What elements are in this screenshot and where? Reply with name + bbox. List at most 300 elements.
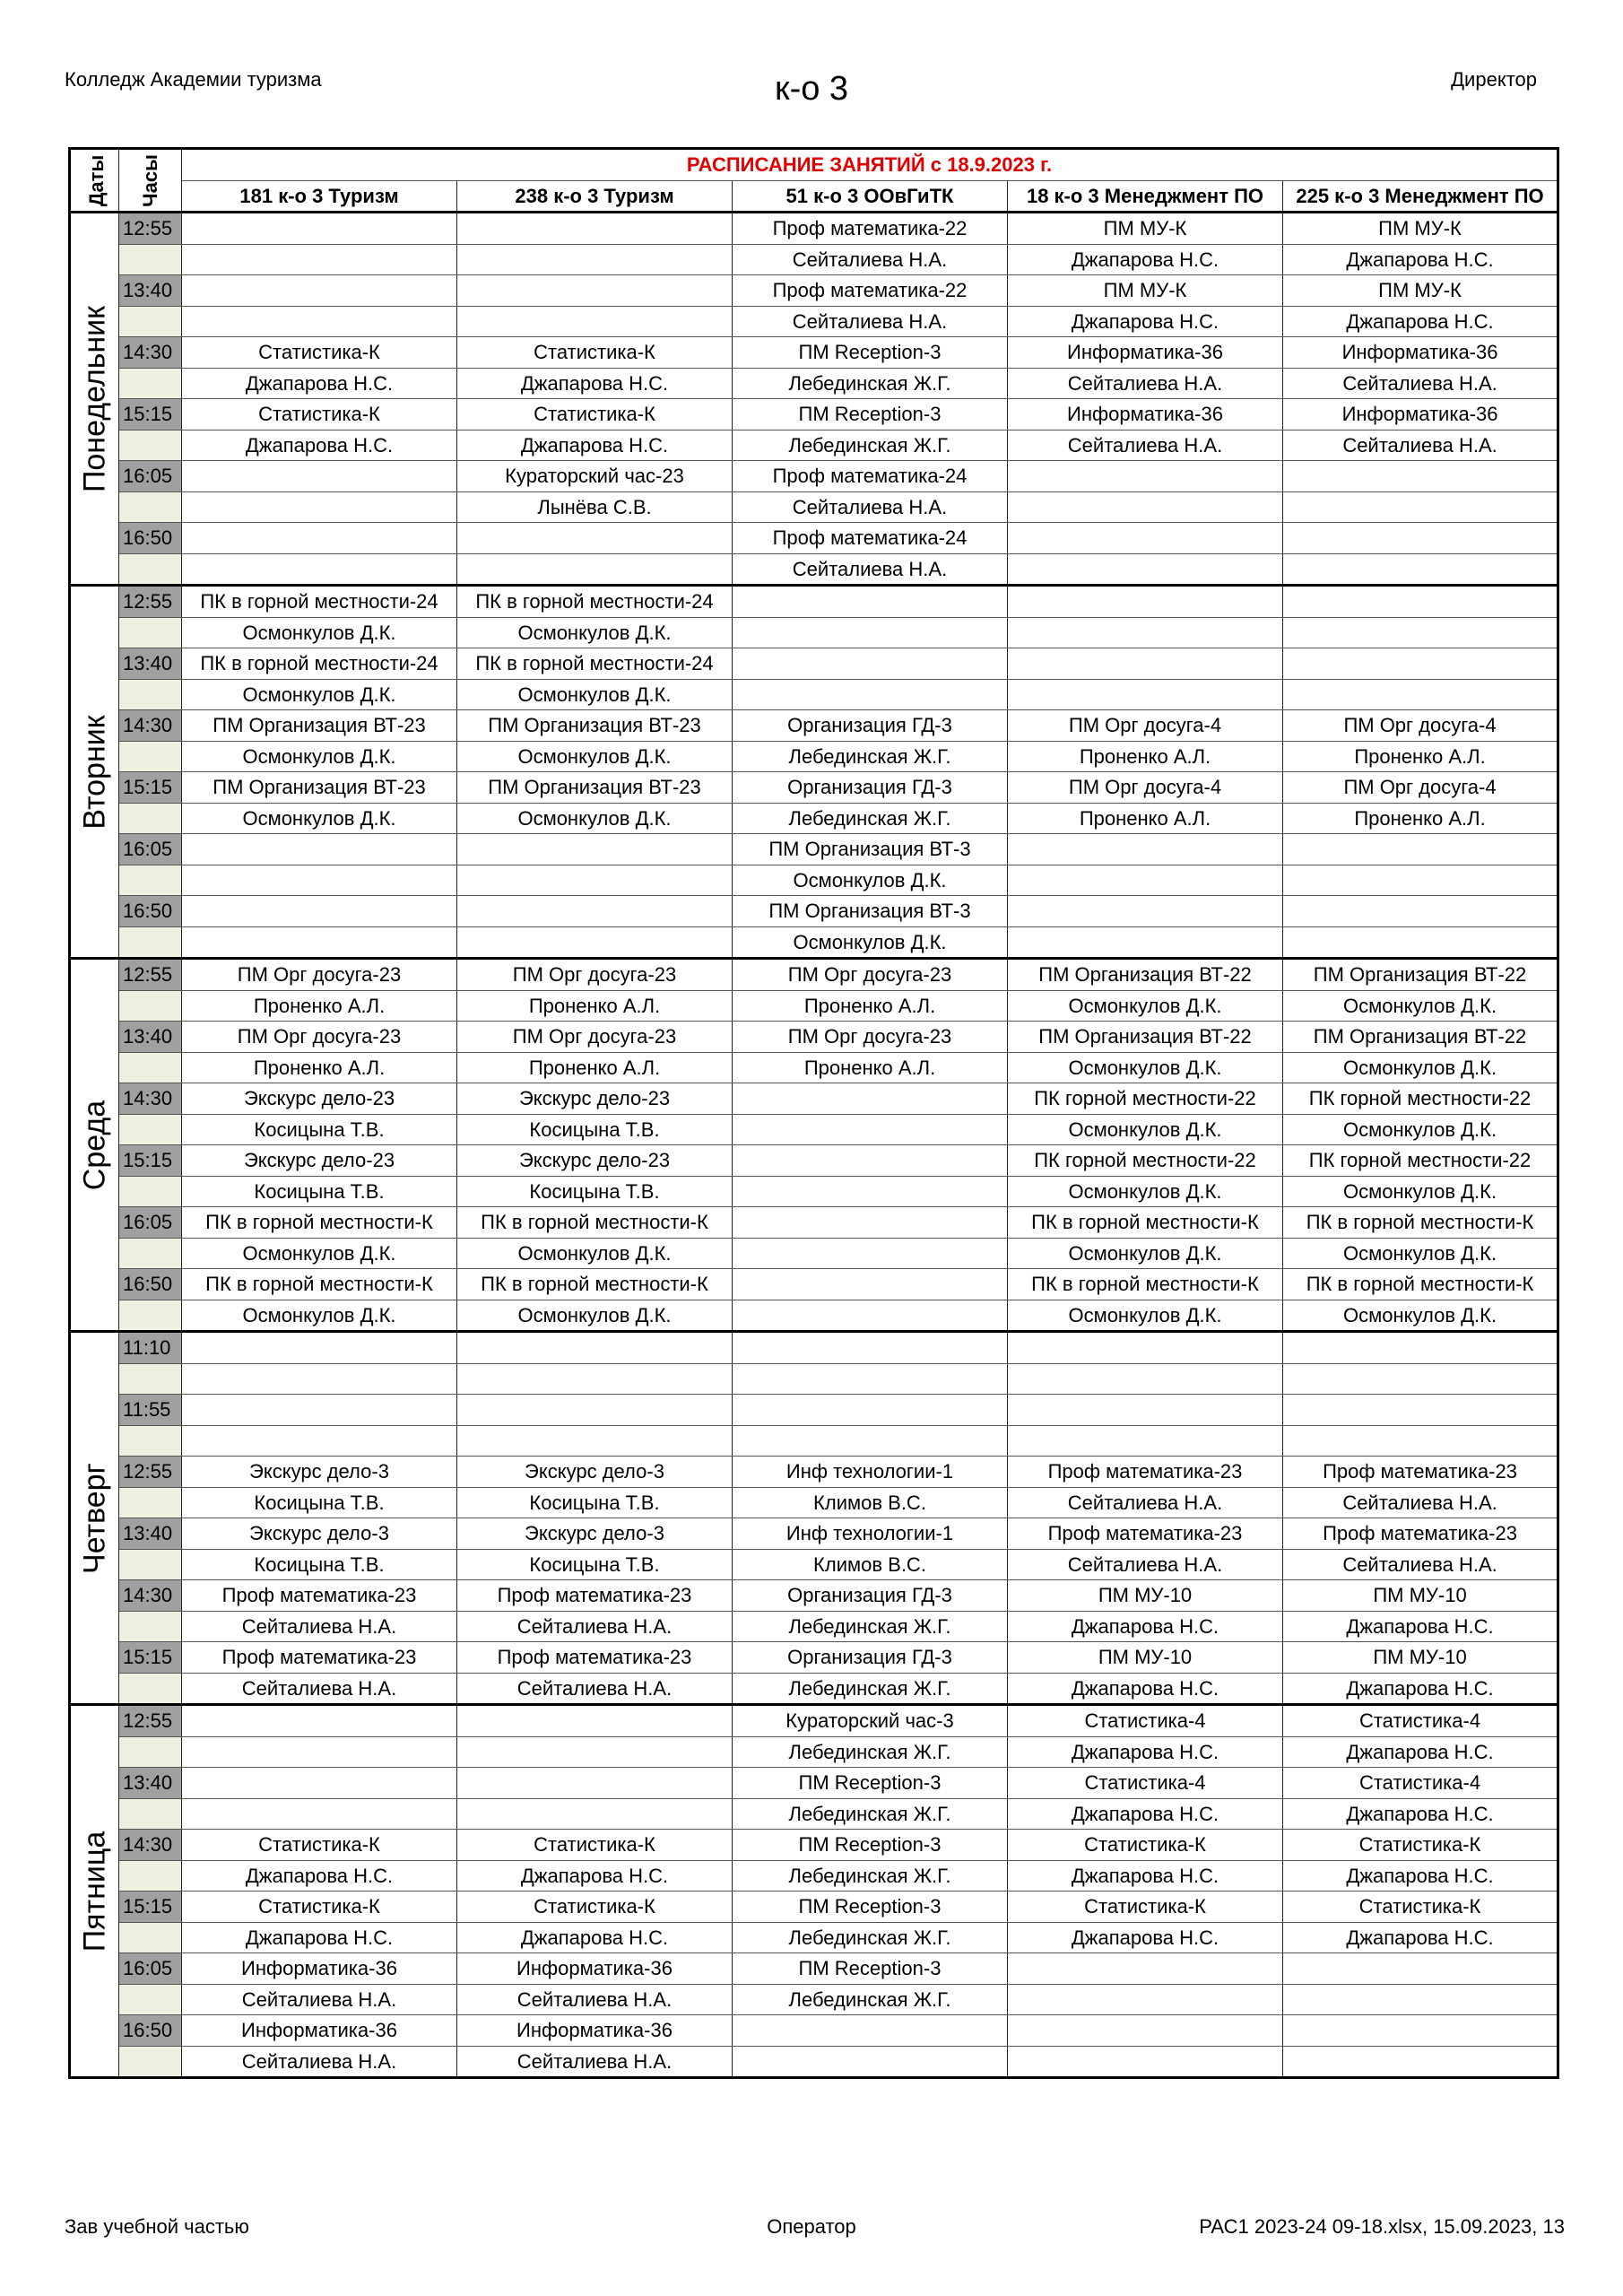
time-cell-empty bbox=[119, 244, 182, 275]
teacher-cell bbox=[182, 865, 457, 896]
teacher-cell: Проненко А.Л. bbox=[733, 1052, 1008, 1083]
teacher-cell: Джапарова Н.С. bbox=[1008, 1798, 1283, 1830]
teacher-cell bbox=[1008, 1363, 1283, 1395]
subject-cell: ПК в горной местности-К bbox=[1008, 1207, 1283, 1239]
subject-cell: Информатика-36 bbox=[1008, 399, 1283, 430]
schedule-row bbox=[70, 1705, 1558, 1737]
teacher-cell: Сейталиева Н.А. bbox=[1283, 1549, 1558, 1580]
time-cell: 13:40 bbox=[119, 275, 182, 307]
subject-cell bbox=[1283, 586, 1558, 618]
time-cell: 16:50 bbox=[119, 1269, 182, 1300]
subject-cell bbox=[733, 1207, 1008, 1239]
subject-cell: Статистика-4 bbox=[1008, 1768, 1283, 1799]
subject-cell: Организация ГД-3 bbox=[733, 1642, 1008, 1674]
subject-cell bbox=[1008, 896, 1283, 927]
time-cell: 15:15 bbox=[119, 399, 182, 430]
subject-cell: ПК в горной местности-К bbox=[182, 1269, 457, 1300]
subject-cell bbox=[1008, 1332, 1283, 1364]
subject-cell: Организация ГД-3 bbox=[733, 710, 1008, 742]
teacher-cell: Сейталиева Н.А. bbox=[457, 2046, 733, 2078]
teacher-cell: Проненко А.Л. bbox=[182, 1052, 457, 1083]
schedule-row bbox=[70, 1300, 1558, 1332]
time-cell: 14:30 bbox=[119, 1083, 182, 1115]
subject-cell bbox=[1283, 1953, 1558, 1985]
teacher-cell: Джапарова Н.С. bbox=[1008, 1673, 1283, 1705]
subject-cell: ПМ Организация ВТ-3 bbox=[733, 834, 1008, 865]
time-cell-empty bbox=[119, 1984, 182, 2015]
time-cell-empty bbox=[119, 1114, 182, 1145]
teacher-cell bbox=[182, 244, 457, 275]
teacher-cell: Джапарова Н.С. bbox=[457, 368, 733, 399]
time-cell: 11:10 bbox=[119, 1332, 182, 1364]
teacher-cell bbox=[457, 244, 733, 275]
schedule-row bbox=[70, 306, 1558, 337]
teacher-cell: Проненко А.Л. bbox=[1283, 741, 1558, 772]
time-cell: 14:30 bbox=[119, 337, 182, 369]
group-header: 225 к-о 3 Менеджмент ПО bbox=[1283, 180, 1558, 213]
subject-cell bbox=[733, 648, 1008, 680]
schedule-row bbox=[70, 1518, 1558, 1550]
teacher-cell: Лынёва С.В. bbox=[457, 491, 733, 523]
schedule-row bbox=[70, 1083, 1558, 1115]
schedule-row bbox=[70, 648, 1558, 680]
subject-cell bbox=[457, 896, 733, 927]
subject-cell: ПК горной местности-22 bbox=[1008, 1145, 1283, 1177]
teacher-cell: Климов В.С. bbox=[733, 1549, 1008, 1580]
teacher-cell bbox=[1008, 2046, 1283, 2078]
subject-cell: ПМ Reception-3 bbox=[733, 1953, 1008, 1985]
subject-cell: Статистика-К bbox=[457, 1830, 733, 1861]
teacher-cell bbox=[182, 491, 457, 523]
schedule-row bbox=[70, 275, 1558, 307]
time-cell-empty bbox=[119, 430, 182, 461]
teacher-cell bbox=[733, 1114, 1008, 1145]
time-cell: 15:15 bbox=[119, 1642, 182, 1674]
teacher-cell bbox=[1283, 1363, 1558, 1395]
subject-cell: Статистика-4 bbox=[1283, 1705, 1558, 1737]
day-name: Четверг bbox=[77, 1462, 111, 1574]
teacher-cell bbox=[1008, 926, 1283, 959]
subject-cell: Кураторский час-3 bbox=[733, 1705, 1008, 1737]
teacher-cell: Джапарова Н.С. bbox=[1008, 1611, 1283, 1642]
subject-cell: Инф технологии-1 bbox=[733, 1457, 1008, 1488]
time-cell: 14:30 bbox=[119, 1580, 182, 1612]
subject-cell bbox=[182, 275, 457, 307]
schedule-row bbox=[70, 368, 1558, 399]
teacher-cell: Джапарова Н.С. bbox=[1283, 1736, 1558, 1768]
subject-cell bbox=[733, 2015, 1008, 2047]
group-header: 51 к-о 3 ООвГиТК bbox=[733, 180, 1008, 213]
teacher-cell: Проненко А.Л. bbox=[1008, 803, 1283, 834]
teacher-cell: Проненко А.Л. bbox=[182, 990, 457, 1022]
subject-cell: ПМ Орг досуга-4 bbox=[1283, 710, 1558, 742]
subject-cell: Информатика-36 bbox=[457, 2015, 733, 2047]
teacher-cell bbox=[182, 926, 457, 959]
teacher-cell: Осмонкулов Д.К. bbox=[1008, 1300, 1283, 1332]
subject-cell: ПК в горной местности-К bbox=[1008, 1269, 1283, 1300]
subject-cell bbox=[733, 1083, 1008, 1115]
schedule-row bbox=[70, 1052, 1558, 1083]
day-name: Вторник bbox=[77, 714, 111, 830]
subject-cell: ПК в горной местности-К bbox=[1283, 1207, 1558, 1239]
teacher-cell: Проненко А.Л. bbox=[457, 990, 733, 1022]
subject-cell: ПМ Организация ВТ-3 bbox=[733, 896, 1008, 927]
teacher-cell bbox=[1283, 2046, 1558, 2078]
subject-cell: ПК в горной местности-24 bbox=[182, 586, 457, 618]
subject-cell bbox=[1008, 2015, 1283, 2047]
subject-cell bbox=[733, 1269, 1008, 1300]
teacher-cell: Джапарова Н.С. bbox=[457, 1860, 733, 1892]
subject-cell bbox=[1008, 1953, 1283, 1985]
time-cell: 16:05 bbox=[119, 1207, 182, 1239]
teacher-cell: Осмонкулов Д.К. bbox=[457, 803, 733, 834]
teacher-cell: Сейталиева Н.А. bbox=[1283, 1487, 1558, 1518]
teacher-cell bbox=[1283, 926, 1558, 959]
teacher-cell: Сейталиева Н.А. bbox=[733, 244, 1008, 275]
schedule-row bbox=[70, 1953, 1558, 1985]
time-cell-empty bbox=[119, 926, 182, 959]
teacher-cell: Лебединская Ж.Г. bbox=[733, 1736, 1008, 1768]
teacher-cell bbox=[1008, 1984, 1283, 2015]
subject-cell: ПМ МУ-К bbox=[1283, 213, 1558, 245]
teacher-cell bbox=[182, 1736, 457, 1768]
teacher-cell bbox=[457, 1798, 733, 1830]
subject-cell: Организация ГД-3 bbox=[733, 772, 1008, 804]
teacher-cell: Лебединская Ж.Г. bbox=[733, 1611, 1008, 1642]
teacher-cell bbox=[1008, 1425, 1283, 1457]
teacher-cell bbox=[182, 306, 457, 337]
subject-cell: ПМ МУ-10 bbox=[1283, 1580, 1558, 1612]
teacher-cell: Проненко А.Л. bbox=[1283, 803, 1558, 834]
time-cell: 16:05 bbox=[119, 461, 182, 492]
college-name: Колледж Академии туризма bbox=[65, 68, 322, 91]
time-cell-empty bbox=[119, 1860, 182, 1892]
teacher-cell: Сейталиева Н.А. bbox=[1008, 1549, 1283, 1580]
schedule-row bbox=[70, 1114, 1558, 1145]
subject-cell: Статистика-К bbox=[1283, 1830, 1558, 1861]
teacher-cell: Сейталиева Н.А. bbox=[1008, 1487, 1283, 1518]
subject-cell bbox=[733, 1145, 1008, 1177]
time-cell-empty bbox=[119, 679, 182, 710]
subject-cell: Статистика-К bbox=[457, 399, 733, 430]
subject-cell: ПК в горной местности-К bbox=[182, 1207, 457, 1239]
subject-cell: ПМ Организация ВТ-23 bbox=[457, 710, 733, 742]
teacher-cell bbox=[733, 1425, 1008, 1457]
teacher-cell bbox=[182, 553, 457, 586]
time-cell-empty bbox=[119, 491, 182, 523]
teacher-cell bbox=[1008, 617, 1283, 648]
teacher-cell: Лебединская Ж.Г. bbox=[733, 1673, 1008, 1705]
subject-cell: Экскурс дело-23 bbox=[182, 1145, 457, 1177]
subject-cell bbox=[733, 1332, 1008, 1364]
teacher-cell bbox=[1283, 553, 1558, 586]
teacher-cell bbox=[1008, 865, 1283, 896]
teacher-cell: Косицына Т.В. bbox=[457, 1487, 733, 1518]
time-cell-empty bbox=[119, 1300, 182, 1332]
time-cell: 15:15 bbox=[119, 1145, 182, 1177]
schedule-row bbox=[70, 1395, 1558, 1426]
schedule-row bbox=[70, 1549, 1558, 1580]
dates-header: Даты bbox=[70, 149, 119, 213]
day-cell bbox=[70, 959, 119, 1332]
teacher-cell bbox=[1008, 679, 1283, 710]
subject-cell: ПК в горной местности-24 bbox=[457, 648, 733, 680]
schedule-row bbox=[70, 1269, 1558, 1300]
subject-cell: ПМ Организация ВТ-22 bbox=[1283, 959, 1558, 991]
teacher-cell: Сейталиева Н.А. bbox=[182, 1984, 457, 2015]
subject-cell: Проф математика-22 bbox=[733, 275, 1008, 307]
teacher-cell: Осмонкулов Д.К. bbox=[1283, 1238, 1558, 1269]
time-cell: 13:40 bbox=[119, 1022, 182, 1053]
schedule-row bbox=[70, 1425, 1558, 1457]
subject-cell: Статистика-К bbox=[182, 1892, 457, 1923]
schedule-row bbox=[70, 1363, 1558, 1395]
schedule-row bbox=[70, 2015, 1558, 2047]
subject-cell: Информатика-36 bbox=[1283, 337, 1558, 369]
time-cell: 15:15 bbox=[119, 1892, 182, 1923]
subject-cell: ПМ МУ-К bbox=[1008, 275, 1283, 307]
subject-cell: ПМ Орг досуга-4 bbox=[1008, 710, 1283, 742]
subject-cell: Информатика-36 bbox=[1008, 337, 1283, 369]
schedule-row bbox=[70, 926, 1558, 959]
teacher-cell: Проненко А.Л. bbox=[1008, 741, 1283, 772]
subject-cell: Проф математика-23 bbox=[457, 1642, 733, 1674]
schedule-row bbox=[70, 1736, 1558, 1768]
subject-cell: Статистика-4 bbox=[1008, 1705, 1283, 1737]
teacher-cell bbox=[733, 1300, 1008, 1332]
schedule-row bbox=[70, 1798, 1558, 1830]
time-cell-empty bbox=[119, 1549, 182, 1580]
subject-cell bbox=[182, 523, 457, 554]
teacher-cell: Джапарова Н.С. bbox=[1008, 306, 1283, 337]
building-title: к-о 3 bbox=[774, 70, 849, 108]
schedule-row bbox=[70, 865, 1558, 896]
teacher-cell bbox=[1008, 491, 1283, 523]
teacher-cell bbox=[457, 306, 733, 337]
deputy-label: Зав учебной частью bbox=[65, 2215, 249, 2238]
time-cell-empty bbox=[119, 990, 182, 1022]
time-cell-empty bbox=[119, 803, 182, 834]
teacher-cell: Осмонкулов Д.К. bbox=[182, 679, 457, 710]
schedule-row bbox=[70, 1892, 1558, 1923]
teacher-cell: Джапарова Н.С. bbox=[1283, 1798, 1558, 1830]
time-cell-empty bbox=[119, 306, 182, 337]
schedule-row bbox=[70, 679, 1558, 710]
time-cell: 16:50 bbox=[119, 523, 182, 554]
teacher-cell: Сейталиева Н.А. bbox=[733, 491, 1008, 523]
time-cell: 16:05 bbox=[119, 834, 182, 865]
subject-cell bbox=[1008, 834, 1283, 865]
schedule-row bbox=[70, 1922, 1558, 1953]
teacher-cell: Сейталиева Н.А. bbox=[733, 553, 1008, 586]
schedule-row bbox=[70, 461, 1558, 492]
subject-cell bbox=[457, 834, 733, 865]
time-cell: 12:55 bbox=[119, 959, 182, 991]
schedule-row bbox=[70, 772, 1558, 804]
teacher-cell: Осмонкулов Д.К. bbox=[457, 1238, 733, 1269]
teacher-cell: Сейталиева Н.А. bbox=[457, 1984, 733, 2015]
subject-cell: ПК горной местности-22 bbox=[1008, 1083, 1283, 1115]
subject-cell: Информатика-36 bbox=[182, 1953, 457, 1985]
teacher-cell: Осмонкулов Д.К. bbox=[457, 1300, 733, 1332]
subject-cell: ПМ Организация ВТ-23 bbox=[457, 772, 733, 804]
teacher-cell bbox=[457, 1363, 733, 1395]
teacher-cell bbox=[733, 1363, 1008, 1395]
time-cell: 16:50 bbox=[119, 2015, 182, 2047]
teacher-cell: Джапарова Н.С. bbox=[1283, 1611, 1558, 1642]
teacher-cell: Джапарова Н.С. bbox=[182, 368, 457, 399]
teacher-cell: Джапарова Н.С. bbox=[182, 1860, 457, 1892]
schedule-row bbox=[70, 1611, 1558, 1642]
teacher-cell: Джапарова Н.С. bbox=[182, 1922, 457, 1953]
subject-cell: ПК горной местности-22 bbox=[1283, 1083, 1558, 1115]
subject-cell bbox=[1283, 896, 1558, 927]
schedule-row bbox=[70, 2046, 1558, 2078]
teacher-cell: Джапарова Н.С. bbox=[1283, 1922, 1558, 1953]
subject-cell bbox=[1008, 523, 1283, 554]
teacher-cell: Сейталиева Н.А. bbox=[1283, 368, 1558, 399]
subject-cell: Экскурс дело-3 bbox=[182, 1457, 457, 1488]
subject-cell bbox=[1008, 1395, 1283, 1426]
time-cell: 16:50 bbox=[119, 896, 182, 927]
subject-cell: Статистика-К bbox=[182, 337, 457, 369]
teacher-cell: Лебединская Ж.Г. bbox=[733, 1922, 1008, 1953]
teacher-cell: Джапарова Н.С. bbox=[1008, 1736, 1283, 1768]
schedule-row bbox=[70, 586, 1558, 618]
teacher-cell: Джапарова Н.С. bbox=[1283, 1860, 1558, 1892]
teacher-cell bbox=[733, 1238, 1008, 1269]
teacher-cell: Джапарова Н.С. bbox=[1008, 1860, 1283, 1892]
schedule-row bbox=[70, 1145, 1558, 1177]
teacher-cell: Джапарова Н.С. bbox=[1283, 306, 1558, 337]
subject-cell: ПК в горной местности-24 bbox=[457, 586, 733, 618]
teacher-cell: Сейталиева Н.А. bbox=[457, 1611, 733, 1642]
subject-cell: ПМ Reception-3 bbox=[733, 1830, 1008, 1861]
subject-cell bbox=[1008, 461, 1283, 492]
subject-cell bbox=[182, 1395, 457, 1426]
schedule-row bbox=[70, 1984, 1558, 2015]
time-cell-empty bbox=[119, 368, 182, 399]
teacher-cell: Сейталиева Н.А. bbox=[182, 1673, 457, 1705]
subject-cell: Статистика-К bbox=[182, 1830, 457, 1861]
time-cell: 13:40 bbox=[119, 648, 182, 680]
schedule-row bbox=[70, 1207, 1558, 1239]
teacher-cell: Джапарова Н.С. bbox=[457, 430, 733, 461]
subject-cell: ПК горной местности-22 bbox=[1283, 1145, 1558, 1177]
subject-cell: Проф математика-23 bbox=[182, 1580, 457, 1612]
teacher-cell: Осмонкулов Д.К. bbox=[1008, 1114, 1283, 1145]
teacher-cell: Лебединская Ж.Г. bbox=[733, 1860, 1008, 1892]
day-cell bbox=[70, 586, 119, 959]
teacher-cell bbox=[733, 679, 1008, 710]
group-header: 181 к-о 3 Туризм bbox=[182, 180, 457, 213]
subject-cell: Экскурс дело-3 bbox=[457, 1518, 733, 1550]
subject-cell: ПМ Reception-3 bbox=[733, 1892, 1008, 1923]
teacher-cell: Сейталиева Н.А. bbox=[733, 306, 1008, 337]
subject-cell: ПМ Reception-3 bbox=[733, 399, 1008, 430]
teacher-cell bbox=[182, 1798, 457, 1830]
subject-cell: Статистика-К bbox=[457, 337, 733, 369]
teacher-cell: Климов В.С. bbox=[733, 1487, 1008, 1518]
subject-cell bbox=[1283, 834, 1558, 865]
time-cell: 13:40 bbox=[119, 1518, 182, 1550]
subject-cell: Организация ГД-3 bbox=[733, 1580, 1008, 1612]
schedule-row bbox=[70, 1332, 1558, 1364]
subject-cell: ПМ МУ-К bbox=[1283, 275, 1558, 307]
schedule-row bbox=[70, 1487, 1558, 1518]
teacher-cell: Лебединская Ж.Г. bbox=[733, 1984, 1008, 2015]
day-name: Среда bbox=[77, 1100, 111, 1190]
subject-cell: Статистика-К bbox=[1283, 1892, 1558, 1923]
teacher-cell: Косицына Т.В. bbox=[182, 1114, 457, 1145]
subject-cell bbox=[182, 896, 457, 927]
subject-cell: ПМ Орг досуга-4 bbox=[1008, 772, 1283, 804]
teacher-cell bbox=[1283, 491, 1558, 523]
time-cell: 15:15 bbox=[119, 772, 182, 804]
subject-cell bbox=[457, 213, 733, 245]
day-cell bbox=[70, 1705, 119, 2078]
subject-cell: ПМ Reception-3 bbox=[733, 1768, 1008, 1799]
schedule-row bbox=[70, 1022, 1558, 1053]
subject-cell bbox=[182, 461, 457, 492]
teacher-cell: Джапарова Н.С. bbox=[1283, 244, 1558, 275]
teacher-cell: Осмонкулов Д.К. bbox=[1283, 990, 1558, 1022]
subject-cell bbox=[1283, 648, 1558, 680]
subject-cell: Проф математика-23 bbox=[457, 1580, 733, 1612]
subject-cell bbox=[182, 213, 457, 245]
time-cell: 14:30 bbox=[119, 710, 182, 742]
subject-cell: ПМ Орг досуга-23 bbox=[457, 1022, 733, 1053]
hours-header: Часы bbox=[119, 149, 182, 213]
teacher-cell: Осмонкулов Д.К. bbox=[1283, 1052, 1558, 1083]
schedule-row bbox=[70, 213, 1558, 245]
teacher-cell: Осмонкулов Д.К. bbox=[1008, 1176, 1283, 1207]
time-cell-empty bbox=[119, 1425, 182, 1457]
subject-cell bbox=[1008, 586, 1283, 618]
subject-cell: Статистика-К bbox=[457, 1892, 733, 1923]
schedule-row bbox=[70, 1860, 1558, 1892]
time-cell-empty bbox=[119, 1363, 182, 1395]
subject-cell: ПМ Организация ВТ-23 bbox=[182, 772, 457, 804]
schedule-row bbox=[70, 337, 1558, 369]
subject-cell: ПМ Reception-3 bbox=[733, 337, 1008, 369]
subject-cell: Проф математика-23 bbox=[1283, 1518, 1558, 1550]
teacher-cell bbox=[1283, 617, 1558, 648]
teacher-cell: Осмонкулов Д.К. bbox=[182, 803, 457, 834]
teacher-cell: Сейталиева Н.А. bbox=[1008, 430, 1283, 461]
subject-cell: Проф математика-23 bbox=[1283, 1457, 1558, 1488]
teacher-cell: Сейталиева Н.А. bbox=[1008, 368, 1283, 399]
teacher-cell: Осмонкулов Д.К. bbox=[457, 741, 733, 772]
day-cell bbox=[70, 1332, 119, 1705]
schedule-row bbox=[70, 1238, 1558, 1269]
schedule-row bbox=[70, 1580, 1558, 1612]
subject-cell bbox=[457, 1768, 733, 1799]
time-cell: 13:40 bbox=[119, 1768, 182, 1799]
subject-cell: Статистика-К bbox=[1008, 1830, 1283, 1861]
time-cell: 12:55 bbox=[119, 1457, 182, 1488]
teacher-cell: Осмонкулов Д.К. bbox=[457, 679, 733, 710]
teacher-cell: Лебединская Ж.Г. bbox=[733, 430, 1008, 461]
teacher-cell: Сейталиева Н.А. bbox=[457, 1673, 733, 1705]
teacher-cell: Осмонкулов Д.К. bbox=[182, 617, 457, 648]
subject-cell: Экскурс дело-3 bbox=[182, 1518, 457, 1550]
teacher-cell: Осмонкулов Д.К. bbox=[733, 926, 1008, 959]
subject-cell: Проф математика-23 bbox=[1008, 1518, 1283, 1550]
subject-cell: Информатика-36 bbox=[457, 1953, 733, 1985]
schedule-row bbox=[70, 834, 1558, 865]
subject-cell: ПМ Организация ВТ-22 bbox=[1283, 1022, 1558, 1053]
